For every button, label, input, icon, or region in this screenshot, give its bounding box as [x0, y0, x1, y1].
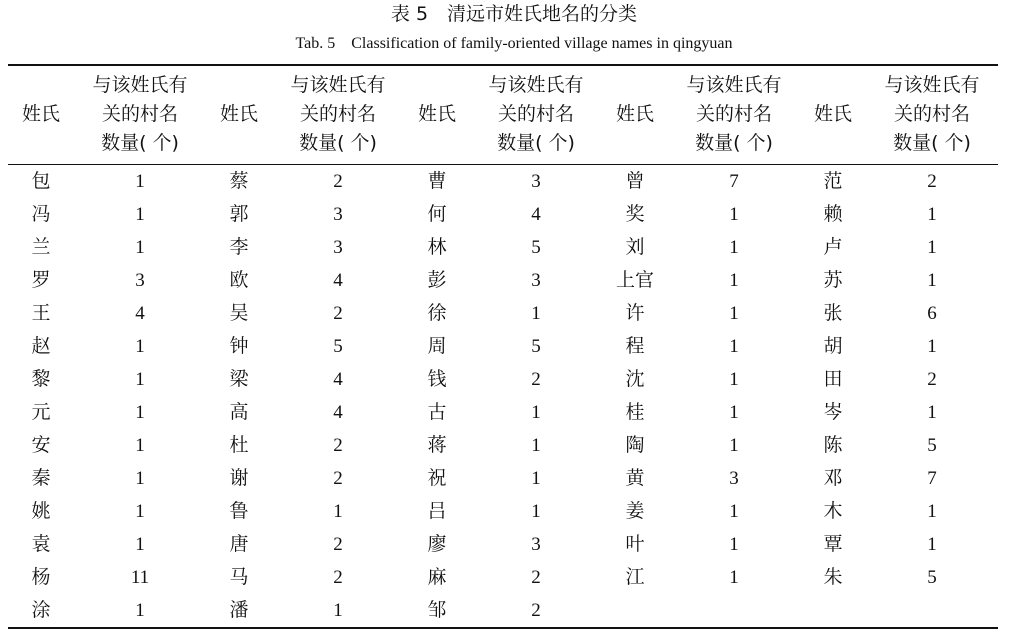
table-row	[8, 528, 998, 561]
count-cell: 4	[333, 368, 343, 390]
surname-cell: 陈	[823, 433, 843, 456]
count-cell: 1	[74, 594, 206, 628]
table-header	[8, 65, 998, 164]
surname-cell: 卢	[823, 235, 843, 258]
count-cell: 7	[729, 170, 739, 192]
count-cell: 3	[531, 170, 541, 192]
count-cell: 2	[333, 533, 343, 555]
count-cell: 1	[927, 401, 937, 423]
surname-cell: 范	[823, 169, 843, 192]
surname-cell: 邓	[823, 466, 843, 489]
surname-cell: 梁	[229, 367, 249, 390]
surname-cell: 谢	[229, 466, 249, 489]
header-surname: 姓氏	[206, 65, 272, 164]
surname-cell: 钱	[427, 367, 447, 390]
table-row	[8, 594, 998, 628]
count-cell: 1	[135, 533, 145, 555]
count-cell: 1	[729, 434, 739, 456]
count-cell: 2	[927, 170, 937, 192]
surname-cell: 钟	[229, 334, 249, 357]
count-cell: 4	[531, 203, 541, 225]
count-cell: 1	[729, 533, 739, 555]
count-cell: 1	[729, 401, 739, 423]
count-cell: 3	[729, 467, 739, 489]
count-cell: 1	[135, 467, 145, 489]
surname-cell: 杜	[229, 433, 249, 456]
surname-cell: 李	[229, 235, 249, 258]
surname-cell: 安	[31, 433, 51, 456]
table-row	[8, 231, 998, 264]
surname-cell: 蔡	[229, 169, 249, 192]
surname-cell: 麻	[427, 565, 447, 588]
header-village-count	[668, 65, 800, 164]
table-row	[8, 198, 998, 231]
count-cell: 7	[927, 467, 937, 489]
table-row	[8, 396, 998, 429]
surname-cell: 包	[31, 169, 51, 192]
surname-cell: 桂	[625, 400, 645, 423]
surname-cell: 上官	[615, 268, 654, 291]
surname-cell: 黄	[625, 466, 645, 489]
surname-cell: 朱	[823, 565, 843, 588]
count-cell: 1	[135, 434, 145, 456]
table-title-cn: 表 5 清远市姓氏地名的分类	[390, 3, 638, 25]
surname-cell: 张	[823, 301, 843, 324]
surname-cell: 鲁	[229, 499, 249, 522]
count-cell: 3	[531, 533, 541, 555]
surname-cell: 蒋	[427, 433, 447, 456]
header-village-count	[74, 65, 206, 164]
header-line: 与该姓氏有	[290, 74, 386, 97]
count-cell: 6	[927, 302, 937, 324]
count-cell: 1	[729, 269, 739, 291]
count-cell: 1	[272, 594, 404, 628]
header-surname: 姓氏	[602, 65, 668, 164]
count-cell: 5	[333, 335, 343, 357]
header-line: 关的村名	[101, 103, 178, 126]
count-cell: 1	[927, 533, 937, 555]
count-cell: 2	[333, 467, 343, 489]
surname-cell: 杨	[31, 565, 51, 588]
surname-cell: 木	[823, 499, 843, 522]
table-row	[8, 462, 998, 495]
surname-cell: 元	[31, 400, 51, 423]
count-cell: 1	[729, 566, 739, 588]
surname-cell: 郭	[229, 202, 249, 225]
header-row	[8, 65, 998, 164]
table-row	[8, 363, 998, 396]
header-surname: 姓氏	[404, 65, 470, 164]
surname-cell: 高	[229, 400, 249, 423]
surname-cell: 涂	[8, 594, 74, 628]
header-line: 数量( 个)	[299, 132, 377, 155]
surname-cell: 罗	[31, 268, 51, 291]
surname-cell: 程	[625, 334, 645, 357]
surname-cell: 冯	[31, 202, 51, 225]
count-cell: 2	[333, 434, 343, 456]
count-cell: 5	[927, 434, 937, 456]
count-cell: 1	[135, 203, 145, 225]
count-cell: 1	[729, 302, 739, 324]
table-row	[8, 495, 998, 528]
count-cell: 1	[135, 236, 145, 258]
surname-table	[8, 64, 998, 629]
count-cell: 4	[135, 302, 145, 324]
header-surname: 姓氏	[8, 65, 74, 164]
surname-cell: 吕	[427, 499, 447, 522]
surname-cell: 袁	[31, 532, 51, 555]
surname-cell: 江	[625, 565, 645, 588]
surname-cell: 曹	[427, 169, 447, 192]
count-cell: 1	[531, 302, 541, 324]
count-cell: 2	[333, 170, 343, 192]
count-cell: 1	[729, 368, 739, 390]
surname-cell: 陶	[625, 433, 645, 456]
surname-cell: 兰	[31, 235, 51, 258]
surname-cell: 许	[625, 301, 645, 324]
count-cell: 1	[135, 500, 145, 522]
table-body	[8, 164, 998, 628]
surname-cell: 古	[427, 400, 447, 423]
table-title-en: Tab. 5 Classification of family-oriented village names in qingyuan	[295, 35, 733, 52]
count-cell: 1	[135, 170, 145, 192]
surname-cell: 唐	[229, 532, 249, 555]
header-line: 数量( 个)	[695, 132, 773, 155]
surname-cell: 马	[229, 565, 249, 588]
count-cell: 1	[531, 500, 541, 522]
header-line: 关的村名	[695, 103, 772, 126]
surname-cell: 赵	[31, 334, 51, 357]
count-cell: 4	[333, 401, 343, 423]
count-cell: 2	[470, 594, 602, 628]
count-cell: 3	[333, 203, 343, 225]
count-cell	[866, 594, 998, 628]
count-cell: 2	[333, 566, 343, 588]
surname-cell: 姚	[31, 499, 51, 522]
surname-cell: 曾	[625, 169, 645, 192]
count-cell: 2	[927, 368, 937, 390]
count-cell: 4	[333, 269, 343, 291]
count-cell: 3	[135, 269, 145, 291]
surname-cell	[602, 594, 668, 628]
header-line: 数量( 个)	[101, 132, 179, 155]
count-cell: 11	[130, 566, 150, 588]
count-cell: 1	[135, 335, 145, 357]
surname-cell: 叶	[625, 532, 645, 555]
header-village-count	[866, 65, 998, 164]
surname-cell: 田	[823, 367, 843, 390]
surname-cell: 刘	[625, 235, 645, 258]
surname-cell: 赖	[823, 202, 843, 225]
surname-cell: 潘	[206, 594, 272, 628]
count-cell: 3	[531, 269, 541, 291]
surname-cell: 欧	[229, 268, 249, 291]
surname-cell: 廖	[427, 532, 447, 555]
count-cell: 1	[135, 401, 145, 423]
header-village-count	[470, 65, 602, 164]
header-line: 数量( 个)	[497, 132, 575, 155]
count-cell: 1	[729, 236, 739, 258]
surname-cell: 岑	[823, 400, 843, 423]
header-line: 与该姓氏有	[488, 74, 584, 97]
count-cell: 1	[531, 434, 541, 456]
surname-cell: 何	[427, 202, 447, 225]
count-cell: 5	[531, 236, 541, 258]
surname-cell: 秦	[31, 466, 51, 489]
table-row	[8, 264, 998, 297]
surname-cell: 王	[31, 301, 51, 324]
count-cell: 1	[531, 467, 541, 489]
header-line: 与该姓氏有	[884, 74, 980, 97]
surname-cell: 林	[427, 235, 447, 258]
surname-cell: 黎	[31, 367, 51, 390]
count-cell: 1	[927, 500, 937, 522]
surname-cell: 沈	[625, 367, 645, 390]
header-line: 与该姓氏有	[92, 74, 188, 97]
surname-cell: 奖	[625, 202, 645, 225]
count-cell: 1	[927, 335, 937, 357]
count-cell	[668, 594, 800, 628]
header-line: 关的村名	[497, 103, 574, 126]
header-line: 关的村名	[893, 103, 970, 126]
header-village-count	[272, 65, 404, 164]
surname-cell: 姜	[625, 499, 645, 522]
count-cell: 1	[927, 269, 937, 291]
surname-cell: 覃	[823, 532, 843, 555]
table-row	[8, 561, 998, 594]
count-cell: 1	[729, 203, 739, 225]
count-cell: 1	[927, 236, 937, 258]
count-cell: 1	[729, 335, 739, 357]
count-cell: 2	[531, 368, 541, 390]
header-line: 与该姓氏有	[686, 74, 782, 97]
count-cell: 2	[531, 566, 541, 588]
table-row	[8, 330, 998, 363]
count-cell: 1	[531, 401, 541, 423]
surname-cell: 邹	[404, 594, 470, 628]
table-row	[8, 164, 998, 198]
header-line: 关的村名	[299, 103, 376, 126]
count-cell: 5	[531, 335, 541, 357]
surname-cell	[800, 594, 866, 628]
surname-cell: 周	[427, 334, 447, 357]
count-cell: 3	[333, 236, 343, 258]
surname-cell: 苏	[823, 268, 843, 291]
count-cell: 2	[333, 302, 343, 324]
surname-cell: 吴	[229, 301, 249, 324]
surname-cell: 祝	[427, 466, 447, 489]
table-row	[8, 429, 998, 462]
count-cell: 5	[927, 566, 937, 588]
count-cell: 1	[135, 368, 145, 390]
header-line: 数量( 个)	[893, 132, 971, 155]
count-cell: 1	[333, 500, 343, 522]
count-cell: 1	[729, 500, 739, 522]
count-cell: 1	[927, 203, 937, 225]
header-surname: 姓氏	[800, 65, 866, 164]
surname-cell: 徐	[427, 301, 447, 324]
surname-cell: 胡	[823, 334, 843, 357]
surname-cell: 彭	[427, 268, 447, 291]
table-row	[8, 297, 998, 330]
